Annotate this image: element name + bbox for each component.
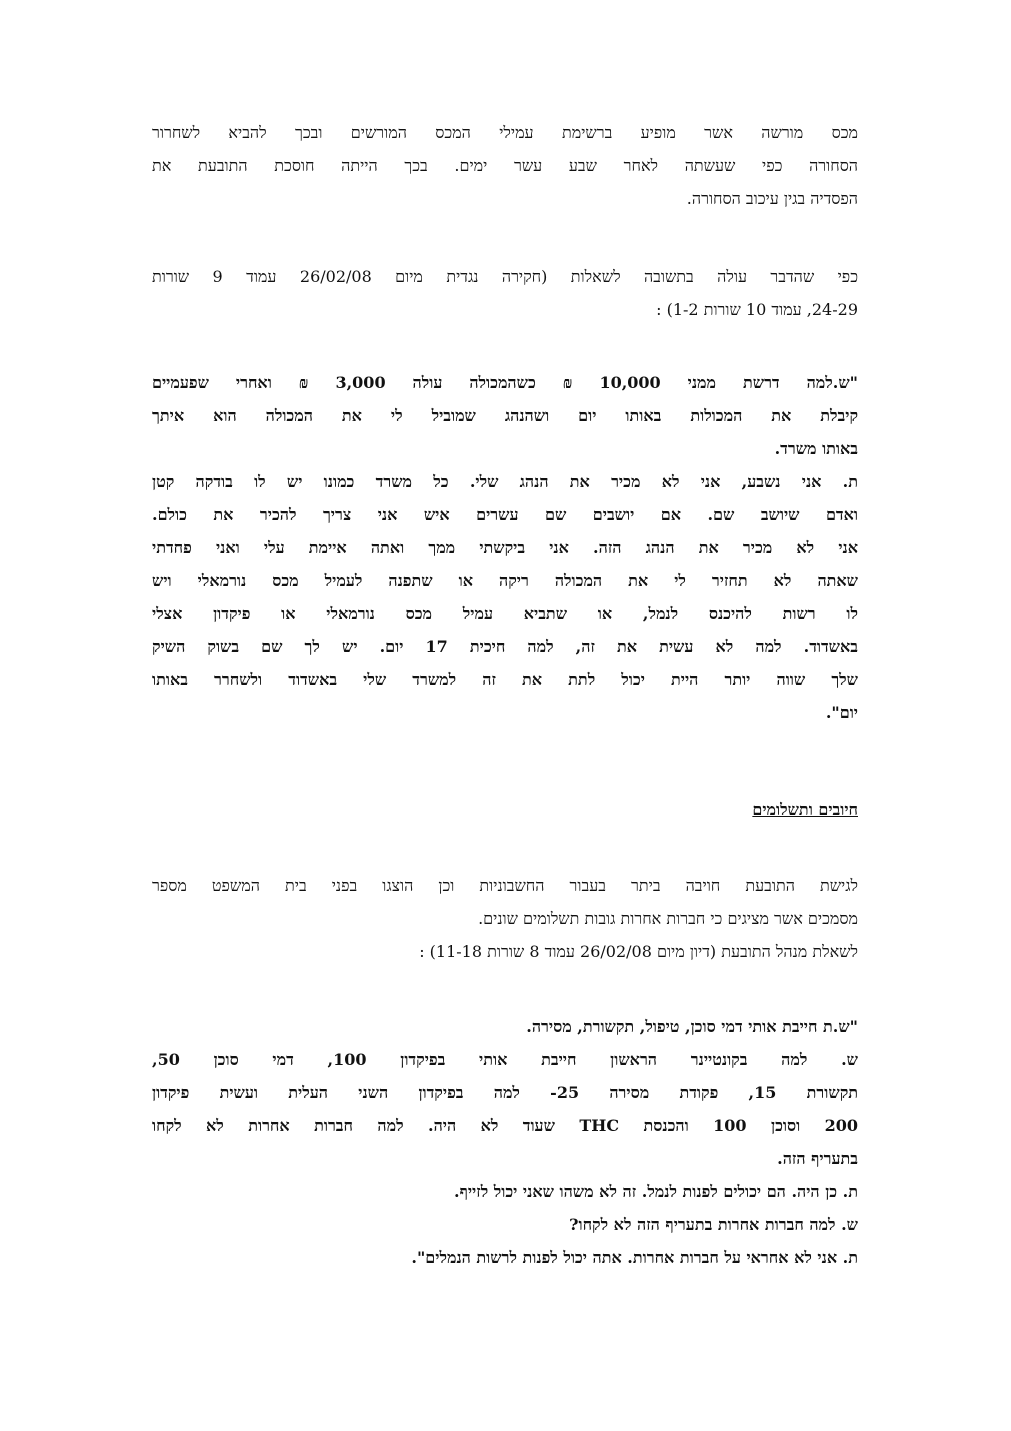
quote-line: ת. כן היה. הם יכולים לפנות לנמל. זה לא משהו שאני יכול לזייף. — [454, 1182, 858, 1201]
quote-line: תקשורת 15, פקודת מסירה 25- למה בפיקדון השני העלית ועשית פיקדון — [152, 1083, 859, 1102]
quote-line: 200 וסוכן 100 והכנסת THC שעוד לא היה. למה חברות אחרות לא לקחו — [152, 1116, 858, 1135]
quote-line: ש. למה חברות אחרות בתעריף הזה לא לקחו? — [569, 1215, 858, 1234]
quote-line: לו רשות להיכנס לנמל, או שתביא עמיל מכס נורמאלי או פיקדון אצלי — [152, 604, 858, 623]
quote-testimony-2 — [152, 1010, 858, 1274]
quote-testimony-1 — [152, 366, 858, 729]
quote-line: באותו משרד. — [774, 439, 858, 458]
quote-line: קיבלת את המכולות באותו יום ושהנהג שמוביל לי את המכולה הוא איתך — [152, 406, 859, 425]
paragraph-reference — [152, 260, 858, 326]
paragraph-line: כפי שהדבר עולה בתשובה לשאלות (חקירה נגדית מיום 26/02/08 עמוד 9 שורות — [152, 267, 859, 286]
quote-line: שאתה לא תחזיר לי את המכולה ריקה או שתפנה לעמיל מכס נורמאלי ויש — [152, 571, 858, 590]
quote-line: "ש.ת חייבת אותי דמי סוכן, טיפול, תקשורת, מסירה. — [526, 1017, 858, 1036]
paragraph-line: הסחורה כפי שעשתה לאחר שבע עשר ימים. בכך הייתה חוסכת התובעת את — [152, 156, 859, 175]
paragraph-line: 24-29, עמוד 10 שורות 1-2) : — [656, 300, 858, 319]
section-heading: חיובים ותשלומים — [752, 800, 858, 819]
paragraph-line: מכס מורשה אשר מופיע ברשימת עמילי המכס המורשים ובכך להביא לשחרור — [152, 123, 858, 142]
quote-line: באשדוד. למה לא עשית את זה, למה חיכית 17 יום. יש לך שם בשוק השיק — [152, 637, 858, 656]
quote-line: ש. למה בקונטיינר הראשון חייבת אותי בפיקדון 100, דמי סוכן 50, — [152, 1050, 858, 1069]
quote-line: "ש.למה דרשת ממני 10,000 ₪ כשהמכולה עולה 3,000 ₪ ואחרי שפעמיים — [152, 373, 859, 392]
quote-line: אני לא מכיר את הנהג הזה. אני ביקשתי ממך ואתה איימת עלי ואני פחדתי — [152, 538, 858, 557]
paragraph-line: לגישת התובעת חויבה ביתר בעבור החשבוניות וכן הוצגו בפני בית המשפט מספר — [152, 876, 858, 895]
paragraph-line: מסמכים אשר מציגים כי חברות אחרות גובות תשלומים שונים. — [478, 909, 858, 928]
quote-line: בתעריף הזה. — [777, 1149, 858, 1168]
quote-line: יום". — [825, 703, 858, 722]
paragraph-line: הפסדיה בגין עיכוב הסחורה. — [686, 189, 858, 208]
paragraph-intro — [152, 116, 858, 215]
quote-line: שלך שווה יותר היית יכול לתת את זה למשרד שלי באשדוד ולשחרר באותו — [152, 670, 858, 689]
quote-line: ת. אני נשבע, אני לא מכיר את הנהג שלי. כל משרד כמונו יש לו בודקה קטן — [152, 472, 859, 491]
quote-line: ת. אני לא אחראי על חברות אחרות. אתה יכול לפנות לרשות הנמלים". — [411, 1248, 858, 1267]
paragraph-line: לשאלת מנהל התובעת (דיון מיום 26/02/08 עמוד 8 שורות 11-18) : — [419, 942, 858, 961]
quote-line: ואדם שיושב שם. אם יושבים שם עשרים איש אני צריך להכיר את כולם. — [152, 505, 858, 524]
paragraph-billing — [152, 869, 858, 968]
